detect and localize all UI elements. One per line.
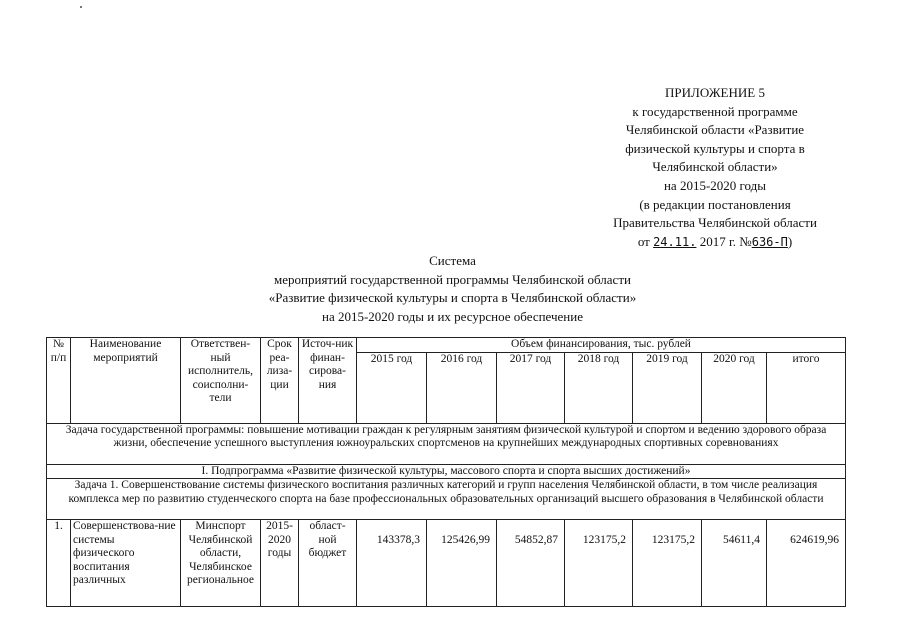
header-year: 2017 год [497, 352, 565, 423]
appendix-line: Челябинской области» [652, 159, 778, 175]
row-value-2019: 123175,2 [633, 520, 702, 607]
header-term: Срок реа-лиза-ции [261, 338, 299, 424]
date-day: 24.11. [653, 234, 697, 249]
appendix-line: физической культуры и спорта в [625, 140, 805, 156]
table-row [47, 520, 846, 607]
row-term: 2015-2020 годы [261, 520, 299, 607]
state-task-text: Задача государственной программы: повышение мотивации граждан к регулярным занятиям физической культурой и спортом и ведению здорового образа жизни, обеспечение успешного выступления южноуральских спортсменов на крупнейших международных спортивных соревнованиях [47, 423, 846, 464]
header-name: Наименование мероприятий [71, 338, 181, 424]
appendix-line: Правительства Челябинской области [613, 215, 817, 231]
appendix-line: ПРИЛОЖЕНИЕ 5 [665, 85, 765, 100]
appendix-line: к государственной программе [632, 103, 798, 119]
row-source: област-ной бюджет [299, 520, 357, 607]
row-value-2016: 125426,99 [427, 520, 497, 607]
title-line: «Развитие физической культуры и спорта в Челябинской области» [268, 290, 637, 305]
task1-text: Задача 1. Совершенствование системы физического воспитания различных категорий и групп населения Челябинской области, в том числе реализация комплекса мер по развитию студенческого спорта на базе профессиональных образовательных организаций высшего образования в Челябинской области [47, 479, 846, 520]
header-year: 2015 год [357, 352, 427, 423]
date-year: 2017 г. № [699, 233, 752, 249]
header-row [47, 338, 846, 353]
row-value-2015: 143378,3 [357, 520, 427, 607]
row-value-2017: 54852,87 [497, 520, 565, 607]
subprogram-row [47, 464, 846, 479]
scan-speck [80, 6, 82, 8]
date-suffix: ) [787, 233, 793, 249]
header-num: № п/п [47, 338, 71, 424]
title-line: мероприятий государственной программы Челябинской области [274, 271, 631, 287]
measures-table [46, 337, 846, 607]
date-number: 636-П [751, 234, 788, 249]
header-year: 2018 год [565, 352, 633, 423]
row-value-total: 624619,96 [767, 520, 846, 607]
row-value-2018: 123175,2 [565, 520, 633, 607]
header-year: 2020 год [702, 352, 767, 423]
appendix-line: (в редакции постановления [639, 196, 791, 212]
appendix-date-line [560, 233, 870, 252]
appendix-line: Челябинской области «Развитие [625, 122, 805, 138]
row-name: Совершенствова-ние системы физического воспитания различных [71, 520, 181, 607]
header-year: 2019 год [633, 352, 702, 423]
row-value-2020: 54611,4 [702, 520, 767, 607]
appendix-line: на 2015-2020 годы [663, 177, 767, 193]
row-num: 1. [47, 520, 71, 607]
state-task-row [47, 423, 846, 464]
title-line: на 2015-2020 годы и их ресурсное обеспечение [321, 308, 583, 324]
title-line: Система [429, 253, 476, 268]
header-source: Источ-ник финан-сирова-ния [299, 338, 357, 424]
document-title [180, 252, 725, 326]
header-funding: Объем финансирования, тыс. рублей [357, 338, 846, 353]
header-total: итого [767, 352, 846, 423]
subprogram-text: I. Подпрограмма «Развитие физической культуры, массового спорта и спорта высших достижений» [47, 464, 846, 479]
appendix-header [560, 84, 870, 251]
header-responsible: Ответствен-ный исполнитель, соисполни-тели [181, 338, 261, 424]
row-responsible: Минспорт Челябинской области, Челябинское региональное [181, 520, 261, 607]
date-prefix: от [637, 233, 650, 249]
header-year: 2016 год [427, 352, 497, 423]
task1-row [47, 479, 846, 520]
